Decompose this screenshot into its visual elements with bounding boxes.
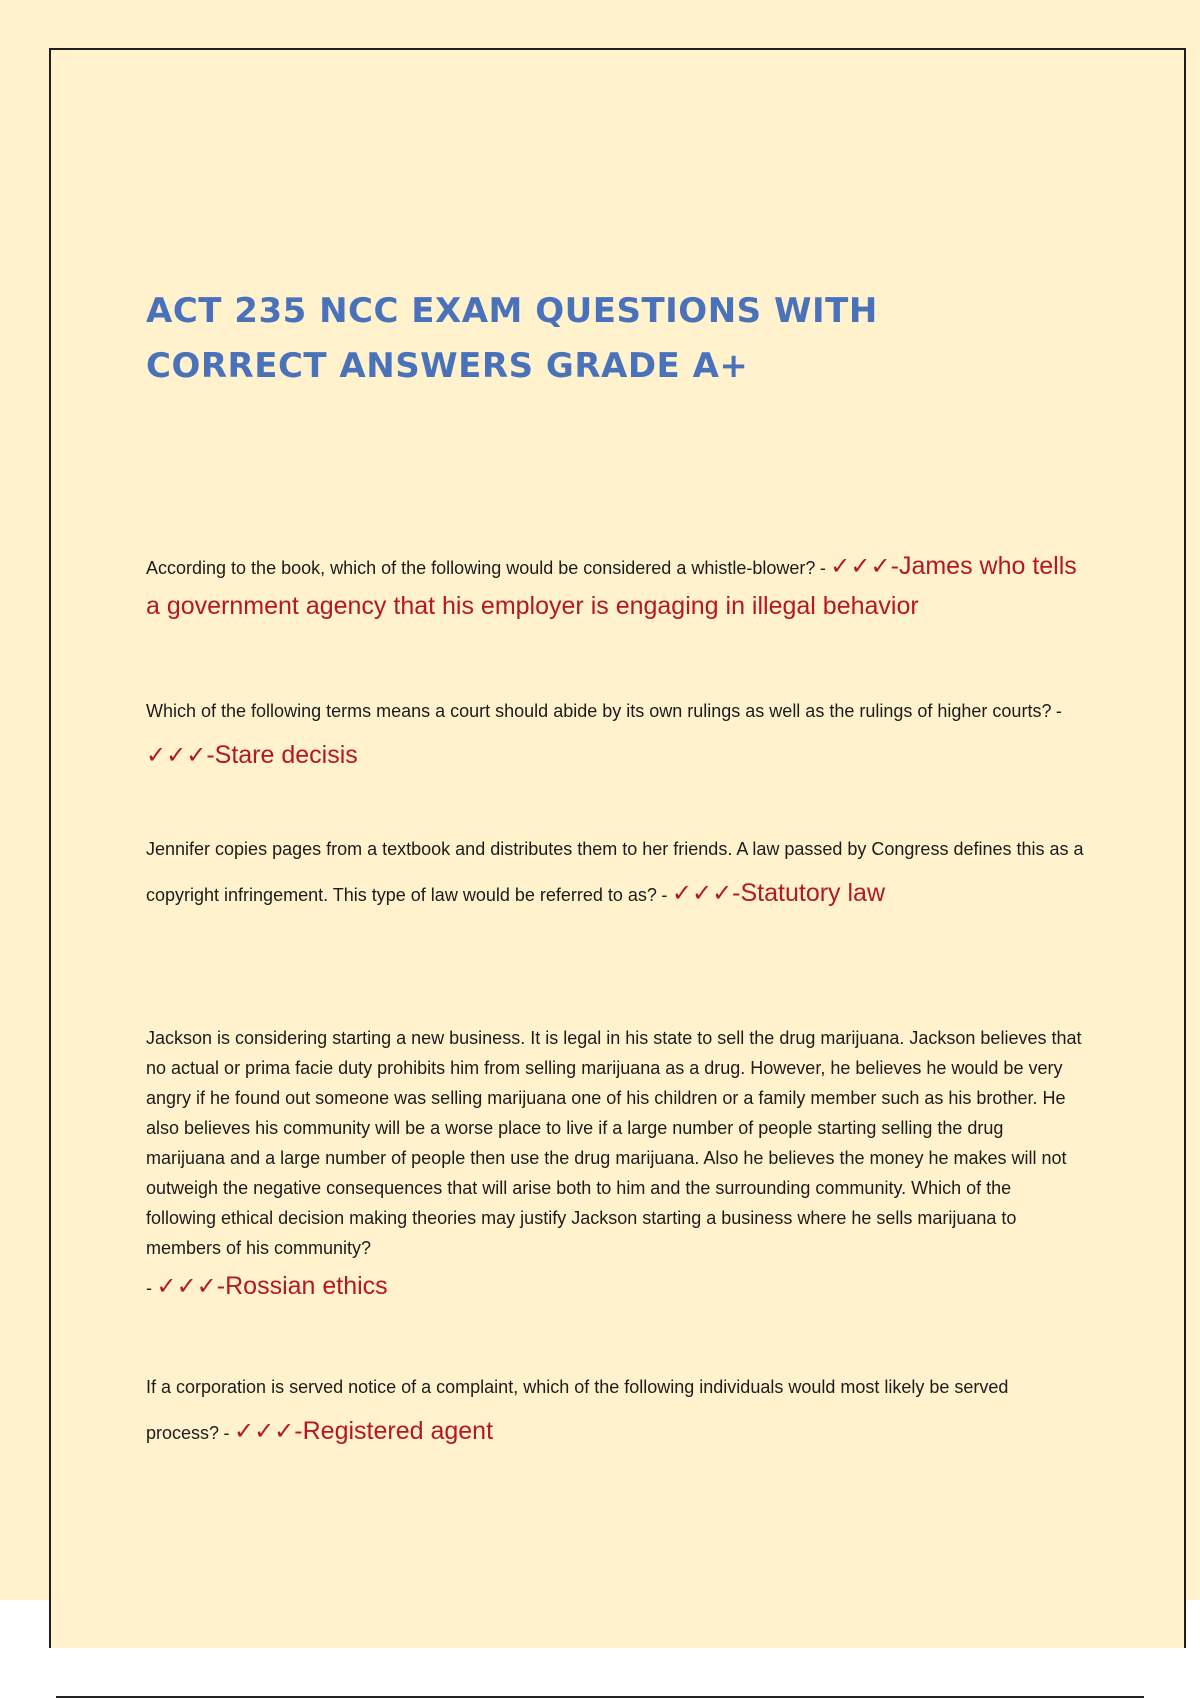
separator: -	[223, 1423, 230, 1443]
qa-item-1	[146, 548, 1086, 628]
question-text: According to the book, which of the following would be considered a whistle-blower?	[146, 558, 816, 578]
qa-item-4	[146, 1024, 1086, 1312]
answer-text: -Statutory law	[732, 879, 886, 907]
separator: -	[146, 1278, 152, 1298]
qa-item-2	[146, 690, 1086, 780]
answer-text: -Registered agent	[294, 1417, 494, 1445]
title-line-1: ACT 235 NCC EXAM QUESTIONS WITH	[146, 291, 878, 331]
check-mark-icon: ✓✓✓	[146, 741, 207, 769]
answer-text: -Rossian ethics	[216, 1272, 388, 1300]
check-mark-icon: ✓✓✓	[830, 552, 891, 580]
check-mark-icon: ✓✓✓	[671, 879, 733, 907]
separator: -	[819, 558, 826, 578]
document-title	[146, 284, 1046, 394]
qa-item-3	[146, 828, 1086, 918]
qa-item-5	[146, 1366, 1086, 1456]
check-mark-icon: ✓✓✓	[156, 1272, 217, 1300]
separator: -	[661, 885, 668, 905]
question-text: Jennifer copies pages from a textbook and distributes them to her friends. A law passed by Congress defines this as a copyright infringement. This type of law would be referred to as?	[146, 839, 1084, 905]
title-line-2: CORRECT ANSWERS GRADE A+	[146, 346, 749, 386]
answer-text: -Stare decisis	[206, 741, 358, 769]
answer-text: -James who tells a government agency that his employer is engaging in illegal behavior	[146, 552, 1077, 620]
question-text: Which of the following terms means a court should abide by its own rulings as well as the rulings of higher courts?	[146, 701, 1052, 721]
separator: -	[1055, 701, 1062, 721]
footer-divider	[56, 1696, 1144, 1698]
question-text: Jackson is considering starting a new business. It is legal in his state to sell the drug marijuana. Jackson believes that no actual or prima facie duty prohibits him from selling marijuana as a drug. However, he believes he would be very angry if he found out someone was selling marijuana one of his children or a family member such as his brother. He also believes his community will be a worse place to live if a large number of people starting selling the drug marijuana and a large number of people then use the drug marijuana. Also he believes the money he makes will not outweigh the negative consequences that will arise both to him and the surrounding community. Which of the following ethical decision making theories may justify Jackson starting a business where he sells marijuana to members of his community?	[146, 1028, 1082, 1258]
answer-line	[146, 1264, 1086, 1312]
check-mark-icon: ✓✓✓	[233, 1417, 295, 1445]
question-text: If a corporation is served notice of a complaint, which of the following individuals would most likely be served process?	[146, 1377, 1009, 1443]
